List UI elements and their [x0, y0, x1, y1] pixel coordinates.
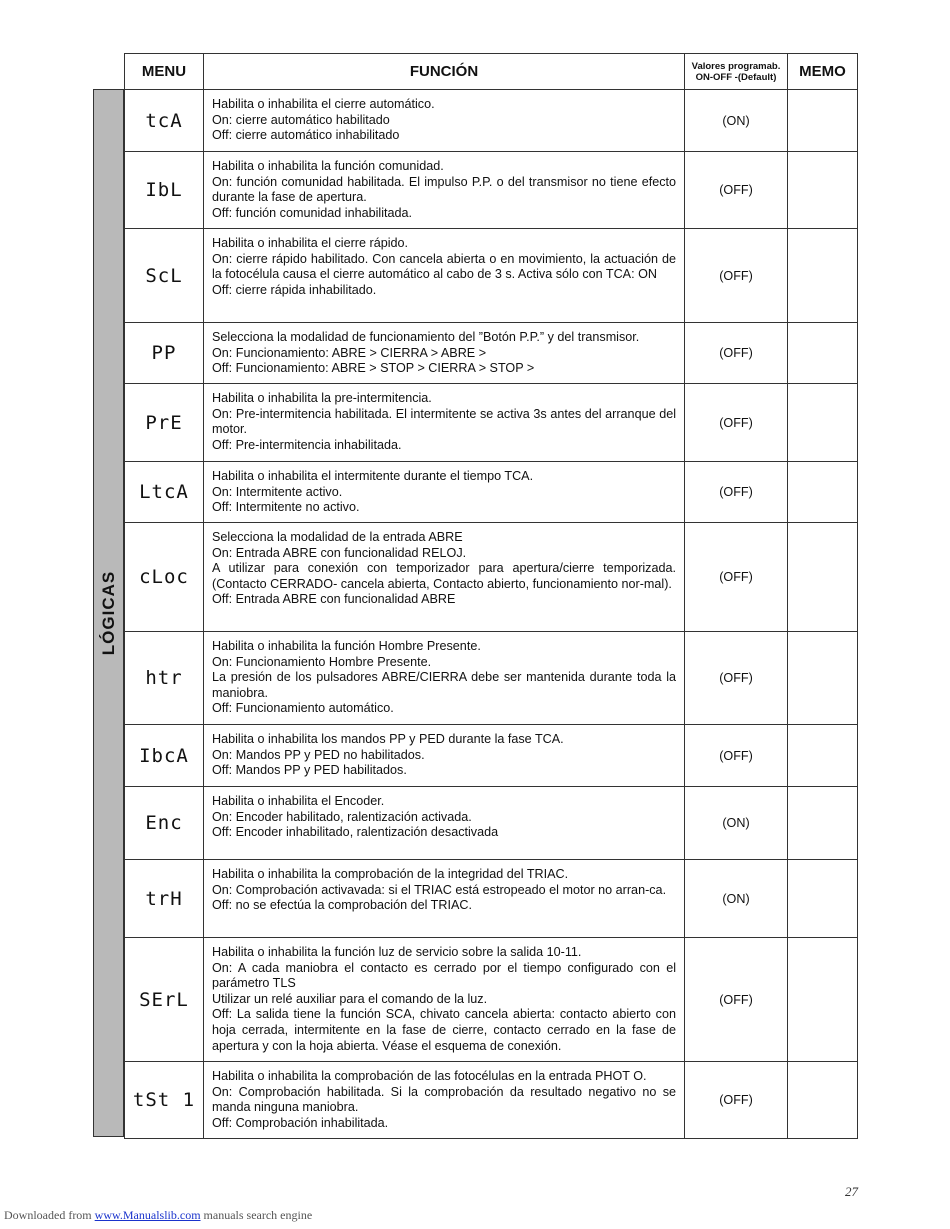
- logic-settings-table: [124, 53, 858, 1139]
- function-line: Utilizar un relé auxiliar para el comando de la luz.: [212, 991, 488, 1006]
- function-line: On: Intermitente activo.: [212, 484, 343, 499]
- header-values-line1: Valores programab.: [691, 60, 781, 72]
- memo-cell: [788, 90, 858, 152]
- default-value: (OFF): [685, 462, 788, 523]
- menu-code: IbL: [125, 152, 204, 229]
- function-line: On: Comprobación activavada: si el TRIAC está estropeado el motor no arran-ca.: [212, 882, 667, 897]
- menu-code: cLoc: [125, 523, 204, 632]
- page-number: 27: [845, 1184, 858, 1199]
- function-description: [204, 323, 685, 384]
- function-line: Off: Funcionamiento automático.: [212, 701, 394, 716]
- function-line: Off: cierre automático inhabilitado: [212, 128, 400, 143]
- function-line: Off: Intermitente no activo.: [212, 500, 360, 515]
- header-values-line2: ON-OFF -(Default): [695, 71, 777, 83]
- function-line: Habilita o inhabilita la pre-intermitencia.: [212, 391, 432, 405]
- function-line: Selecciona la modalidad de funcionamiento del ”Botón P.P.” y del transmisor.: [212, 330, 640, 344]
- menu-code: LtcA: [125, 462, 204, 523]
- function-line: Habilita o inhabilita el cierre rápido.: [212, 236, 409, 250]
- memo-cell: [788, 725, 858, 787]
- function-line: Off: Encoder inhabilitado, ralentización desactivada: [212, 825, 499, 840]
- memo-cell: [788, 323, 858, 384]
- function-line: Off: Comprobación inhabilitada.: [212, 1115, 389, 1130]
- menu-code: PrE: [125, 384, 204, 462]
- function-line: Habilita o inhabilita el Encoder.: [212, 794, 385, 808]
- function-description: [204, 152, 685, 229]
- table-row: [125, 323, 858, 384]
- function-line: On: Entrada ABRE con funcionalidad RELOJ.: [212, 545, 467, 560]
- menu-code: tcA: [125, 90, 204, 152]
- default-value: (OFF): [685, 384, 788, 462]
- function-line: La presión de los pulsadores ABRE/CIERRA debe ser mantenida durante toda la maniobra.: [212, 670, 676, 700]
- function-line: On: cierre rápido habilitado. Con cancela abierta o en movimiento, la actuación de la fotocélula causa el cierre automático al cabo de 3 s. Activa sólo con TCA: ON: [212, 251, 676, 282]
- header-values: [685, 54, 788, 90]
- table-row: [125, 152, 858, 229]
- function-line: Off: Pre-intermitencia inhabilitada.: [212, 437, 402, 452]
- memo-cell: [788, 384, 858, 462]
- table-row: [125, 384, 858, 462]
- table-row: [125, 938, 858, 1062]
- footer-suffix: manuals search engine: [203, 1208, 313, 1222]
- function-line: On: Funcionamiento Hombre Presente.: [212, 654, 432, 669]
- table-row: [125, 632, 858, 725]
- function-line: Habilita o inhabilita la función comunidad.: [212, 159, 444, 173]
- section-label: LÓGICAS: [98, 570, 118, 656]
- function-description: [204, 384, 685, 462]
- function-line: Habilita o inhabilita el intermitente durante el tiempo TCA.: [212, 469, 534, 483]
- default-value: (ON): [685, 860, 788, 938]
- default-value: (ON): [685, 787, 788, 860]
- table-row: [125, 90, 858, 152]
- function-description: [204, 1062, 685, 1139]
- function-line: Off: no se efectúa la comprobación del TRIAC.: [212, 898, 472, 913]
- default-value: (OFF): [685, 1062, 788, 1139]
- memo-cell: [788, 787, 858, 860]
- function-line: On: función comunidad habilitada. El impulso P.P. o del transmisor no tiene efecto durante la fase de apertura.: [212, 174, 676, 205]
- memo-cell: [788, 938, 858, 1062]
- function-line: Off: La salida tiene la función SCA, chivato cancela abierta: contacto abierto con hoja cerrada, intermitente en la fase de cierre, contacto cerrado en la fase de apertura y con la hoja abierta. Véase el esquema de conexión.: [212, 1007, 676, 1053]
- function-description: [204, 523, 685, 632]
- function-description: [204, 860, 685, 938]
- function-line: Habilita o inhabilita los mandos PP y PED durante la fase TCA.: [212, 732, 564, 746]
- function-line: On: cierre automático habilitado: [212, 112, 390, 127]
- default-value: (OFF): [685, 632, 788, 725]
- function-line: Habilita o inhabilita la comprobación de la integridad del TRIAC.: [212, 867, 569, 881]
- function-description: [204, 787, 685, 860]
- function-line: On: Pre-intermitencia habilitada. El intermitente se activa 3s antes del arranque del motor.: [212, 406, 676, 437]
- table-row: [125, 462, 858, 523]
- function-line: Off: Funcionamiento: ABRE > STOP > CIERRA > STOP >: [212, 361, 535, 376]
- function-line: Off: función comunidad inhabilitada.: [212, 205, 412, 220]
- default-value: (OFF): [685, 725, 788, 787]
- function-line: A utilizar para conexión con temporizador para apertura/cierre temporizada. (Contacto CERRADO- cancela abierta, Contacto abierto, funcionamiento nor-mal).: [212, 561, 676, 591]
- memo-cell: [788, 523, 858, 632]
- default-value: (OFF): [685, 523, 788, 632]
- table-row: [125, 860, 858, 938]
- function-description: [204, 462, 685, 523]
- menu-code: Enc: [125, 787, 204, 860]
- function-line: Habilita o inhabilita la comprobación de las fotocélulas en la entrada PHOT O.: [212, 1069, 647, 1083]
- function-line: On: A cada maniobra el contacto es cerrado por el tiempo configurado con el parámetro TLS: [212, 960, 676, 991]
- table-row: [125, 787, 858, 860]
- menu-code: SErL: [125, 938, 204, 1062]
- function-description: [204, 229, 685, 323]
- memo-cell: [788, 462, 858, 523]
- memo-cell: [788, 1062, 858, 1139]
- function-description: [204, 938, 685, 1062]
- function-line: Off: cierre rápida inhabilitado.: [212, 282, 377, 297]
- function-line: On: Funcionamiento: ABRE > CIERRA > ABRE >: [212, 345, 487, 360]
- menu-code: IbcA: [125, 725, 204, 787]
- default-value: (OFF): [685, 323, 788, 384]
- memo-cell: [788, 152, 858, 229]
- section-label-bar: [93, 89, 124, 1137]
- header-function: FUNCIÓN: [204, 54, 685, 90]
- default-value: (OFF): [685, 229, 788, 323]
- footer-prefix: Downloaded from: [4, 1208, 92, 1222]
- function-line: Selecciona la modalidad de la entrada ABRE: [212, 530, 463, 544]
- footer-link[interactable]: www.Manualslib.com: [94, 1208, 201, 1222]
- function-line: On: Comprobación habilitada. Si la comprobación da resultado negativo no se manda ninguna maniobra.: [212, 1084, 676, 1115]
- table-row: [125, 725, 858, 787]
- table-row: [125, 523, 858, 632]
- table-body: [125, 90, 858, 1139]
- default-value: (ON): [685, 90, 788, 152]
- default-value: (OFF): [685, 152, 788, 229]
- memo-cell: [788, 229, 858, 323]
- menu-code: PP: [125, 323, 204, 384]
- function-line: Off: Entrada ABRE con funcionalidad ABRE: [212, 592, 456, 607]
- download-footer: [4, 1208, 312, 1223]
- table-row: [125, 1062, 858, 1139]
- function-line: Habilita o inhabilita la función Hombre Presente.: [212, 639, 481, 653]
- menu-code: tSt 1: [125, 1062, 204, 1139]
- function-line: On: Encoder habilitado, ralentización activada.: [212, 809, 472, 824]
- header-memo: MEMO: [788, 54, 858, 90]
- function-description: [204, 632, 685, 725]
- function-line: Habilita o inhabilita el cierre automático.: [212, 97, 435, 111]
- function-line: Off: Mandos PP y PED habilitados.: [212, 763, 407, 778]
- function-description: [204, 90, 685, 152]
- function-description: [204, 725, 685, 787]
- header-menu: MENU: [125, 54, 204, 90]
- function-line: Habilita o inhabilita la función luz de servicio sobre la salida 10-11.: [212, 945, 582, 959]
- memo-cell: [788, 860, 858, 938]
- memo-cell: [788, 632, 858, 725]
- table-header-row: [125, 54, 858, 90]
- menu-code: trH: [125, 860, 204, 938]
- menu-code: ScL: [125, 229, 204, 323]
- table-row: [125, 229, 858, 323]
- default-value: (OFF): [685, 938, 788, 1062]
- menu-code: htr: [125, 632, 204, 725]
- function-line: On: Mandos PP y PED no habilitados.: [212, 747, 425, 762]
